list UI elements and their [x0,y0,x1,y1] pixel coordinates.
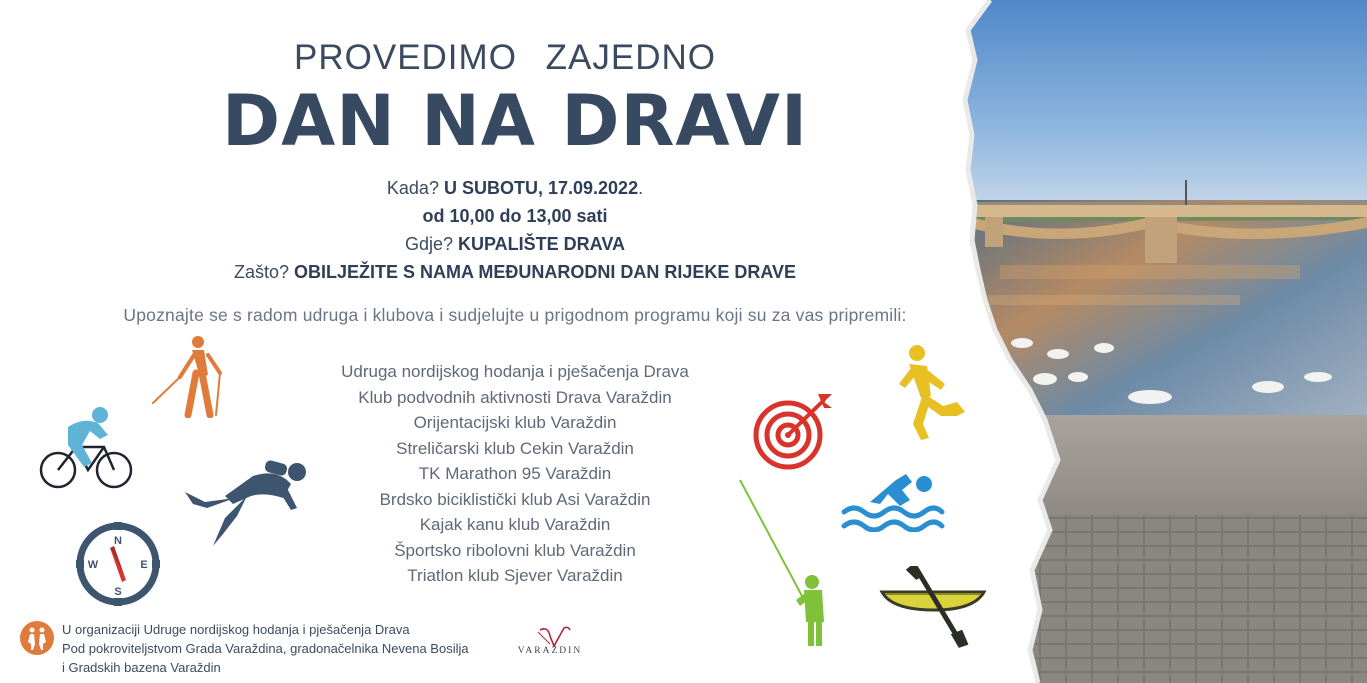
varazdin-city-logo-icon [510,624,590,664]
compass-n-label: N [114,535,122,547]
where-line [0,234,1030,255]
compass-s-label: S [114,586,122,598]
club-item: Udruga nordijskog hodanja i pješačenja Drava [341,362,689,381]
compass-e-label: E [140,559,148,571]
intro-text: Upoznajte se s radom udruga i klubova i sudjelujte u prigodnom programu koji su za vas pripremili: [123,305,907,325]
when-label: Kada? [386,178,439,198]
when-value: U SUBOTU, 17.09.2022 [443,178,639,198]
nordic-walker-icon [150,333,225,418]
where-value: KUPALIŠTE DRAVA [458,234,626,254]
time-line [0,206,1030,227]
when-suffix: . [638,178,644,198]
where-label: Gdje? [404,234,453,254]
poster-subtitle: PROVEDIMO ZAJEDNO [294,38,716,77]
runner-icon [895,344,967,441]
time-value: od 10,00 do 13,00 sati [422,206,608,226]
organizer-logo-icon [19,620,55,656]
why-value: OBILJEŽITE S NAMA MEĐUNARODNI DAN RIJEKE DRAVE [294,262,797,282]
cyclist-icon [38,405,134,493]
swimmer-icon [840,470,945,532]
why-line [0,262,1030,283]
footer-organizer: U organizaciji Udruge nordijskog hodanja i pješačenja Drava [62,622,410,637]
when-line [0,178,1030,199]
varazdin-logo-text: VARAŽDIN [517,646,583,656]
club-item: Triatlon klub Sjever Varaždin [407,566,623,585]
club-item: Klub podvodnih aktivnosti Drava Varaždin [358,387,672,407]
footer-patronage: Pod pokroviteljstvom Grada Varaždina, gradonačelnika Nevena Bosilja [62,641,469,656]
club-item: Brdsko biciklistički klub Asi Varaždin [379,489,651,509]
club-item: Streličarski klub Cekin Varaždin [396,438,634,458]
club-list [310,359,720,589]
target-icon [752,392,834,472]
compass-w-label: W [87,559,99,571]
angler-icon [738,478,828,648]
club-item: TK Marathon 95 Varaždin [418,464,612,483]
compass-icon [76,522,160,606]
club-item: Kajak kanu klub Varaždin [419,515,611,534]
diver-icon [185,458,310,548]
club-item: Športsko ribolovni klub Varaždin [394,540,636,560]
kayak-icon [878,566,988,650]
footer-pools: i Gradskih bazena Varaždin [62,660,221,675]
poster-title: DAN NA DRAVI [221,80,808,162]
club-item: Orijentacijski klub Varaždin [413,413,617,432]
why-label: Zašto? [233,262,289,282]
